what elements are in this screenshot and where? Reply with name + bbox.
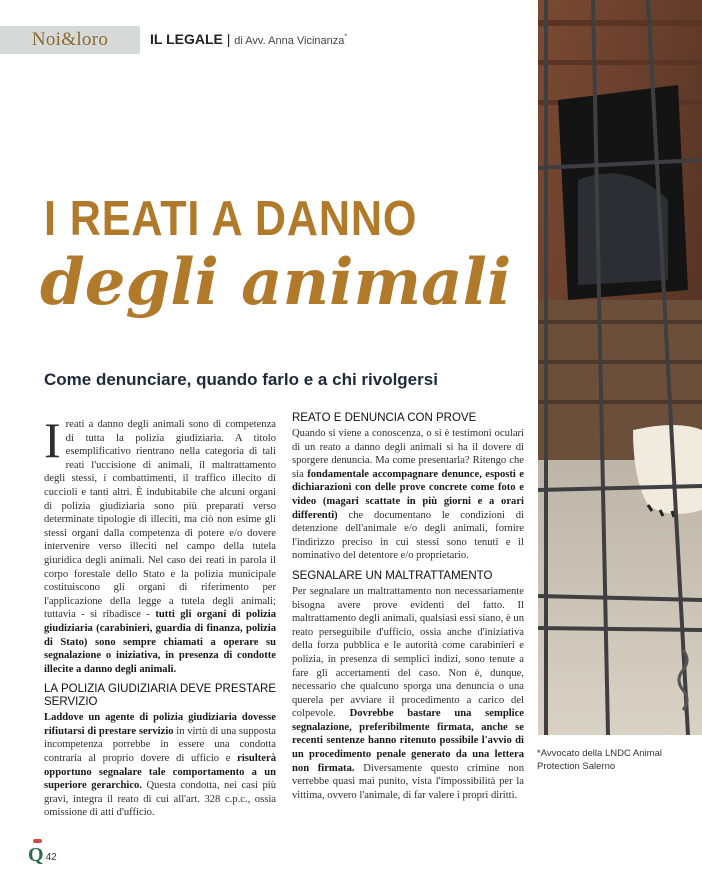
dropcap: I: [44, 412, 61, 468]
logo-accent: [33, 839, 42, 843]
standfirst: Come denunciare, quando farlo e a chi rivolgersi: [44, 370, 438, 389]
intro-text: reati a danno degli animali sono di competenza di tutta la polizia giudiziaria. A titolo esemplificativo rientrano nella categoria di tali reati l'uccisione di animali, il maltrattamento degli stessi, i combattimenti, il traffico illecito di cuccioli e tanti altri. È indubitabile che alcuni organi di polizia giudiziaria sono più preparati verso determinate tipologie di illeciti, ma ciò non esime gli stessi organi dalla competenza di potere e/o dovere intervenire verso illeciti nel campo della tutela giuridica degli animali. Nel caso dei reati in parola il corpo forestale dello Stato e la polizia municipale costituiscono gli organi di riferimento per l'applicazione della legge a tutela degli animali; tuttavia - si ribadisce -: [44, 419, 276, 621]
segnalare-text-a: Per segnalare un maltrattamento non necessariamente bisogna avere prove evidenti del fatto. Il maltrattamento degli animali, qualsiasi essi siano, è un reato perseguibile d'ufficio, ossia anche d'iniziativa della forza pubblica e le autorità come carabinieri e polizia, in presenza di semplici indizi, sono tenute a fare gli accertamenti del caso. Non è, dunque, necessario che qualcuno sporga una denuncia o una querela per avviare il procedimento a carico del colpevole.: [292, 585, 524, 720]
denuncia-text-a: Quando si viene a conoscenza, o si è testimoni oculari di un reato a danno degli animali si ha il dovere di sporgere denuncia. Ma come presentarla? Ritengo che sia: [292, 428, 524, 480]
denuncia-paragraph: [292, 427, 524, 563]
section-label: Noi&loro: [31, 29, 109, 50]
police-bold-a: Laddove un agente di polizia giudiziaria dovesse rifiutarsi di prestare servizio: [44, 712, 276, 737]
section-heading-police: LA POLIZIA GIUDIZIARIA DEVE PRESTARE SERVIZIO: [44, 683, 276, 709]
author-mark: *: [344, 33, 348, 41]
article-column-2: [292, 412, 524, 802]
page-footer: [28, 844, 57, 867]
author-footnote: *Avvocato della LNDC Animal Protection Salerno: [537, 748, 662, 772]
rubric-separator: |: [226, 31, 231, 47]
page-number: 42: [45, 852, 57, 863]
intro-bold-text: tutti gli organi di polizia giudiziaria (carabinieri, guardia di finanza, polizia di Stato) sono sempre chiamati a operare su segnalazione o iniziativa, in presenza di condotte illecite a danno degli animali.: [44, 609, 276, 675]
headline-line-1: I REATI A DANNO: [44, 192, 418, 246]
police-text-b: Questa condotta, nei casi più gravi, integra il reato di cui all'art. 328 c.p.c., ossia omissione di atti d'ufficio.: [44, 780, 276, 819]
police-text-a: in virtù di una supposta incompetenza porrebbe in essere una condotta contraria al proprio dovere di ufficio e: [44, 725, 276, 765]
article-column-1: [44, 412, 276, 820]
rubric-title: IL LEGALE: [150, 31, 223, 47]
police-paragraph: [44, 711, 276, 820]
denuncia-bold: fondamentale accompagnare denunce, esposti e dichiarazioni con delle prove concrete come foto e video (magari scattate in più giorni e a orari differenti): [292, 468, 524, 521]
author-byline: di Avv. Anna Vicinanza: [234, 35, 345, 47]
segnalare-bold: Dovrebbe bastare una semplice segnalazione, preferibilmente firmata, anche se recenti sentenze hanno ritenuto possibile l'avvio di un procedimento penale generato da una lettera non firmata.: [292, 708, 524, 774]
section-heading-segnalare: SEGNALARE UN MALTRATTAMENTO: [292, 569, 493, 582]
rubric-line: [150, 31, 347, 47]
photo-illustration: [538, 0, 702, 735]
segnalare-paragraph: [292, 585, 524, 803]
segnalare-text-b: Diversamente questo crimine non verrebbe quasi mai punito, vista l'impossibilità per la vittima, ovvero l'animale, di far valere i propri diritti.: [292, 762, 524, 801]
headline-line-2: degli animali: [40, 245, 512, 320]
section-heading-denuncia: REATO E DENUNCIA CON PROVE: [292, 412, 477, 424]
section-tag: [0, 26, 140, 54]
denuncia-text-b: che documentano le condizioni di detenzione dell'animale e/o degli animali, fornire l'indirizzo preciso in cui stessi sono tenuti e il nominativo del detentore e/o proprietario.: [292, 509, 524, 562]
logo-letter: Q: [28, 844, 44, 866]
cage-animal-photo: [538, 0, 702, 735]
intro-paragraph: [44, 412, 276, 676]
police-bold-b: risulterà opportuno segnalare tale comportamento a un superiore gerarchico.: [44, 753, 276, 792]
magazine-logo: [28, 844, 44, 867]
